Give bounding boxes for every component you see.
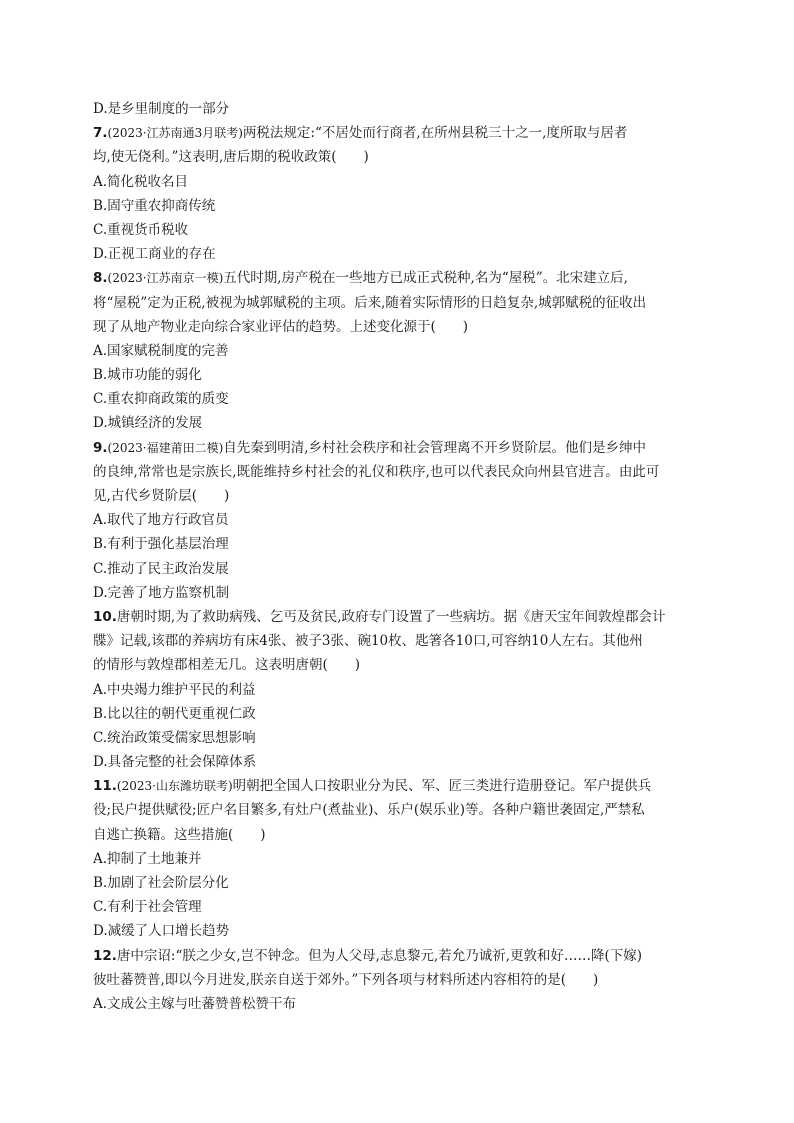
option-line: A.抑制了土地兼并 [93,850,202,867]
question-text: 役;民户提供赋役;匠户名目繁多,有灶户(煮盐业)、乐户(娱乐业)等。各种户籍世袭固定,严禁私 [93,802,645,819]
question-text: 见,古代乡贤阶层( ) [93,488,230,504]
option-line: D.是乡里制度的一部分 [93,101,230,117]
question-number: 10. [93,608,117,625]
question-stem-line [93,629,713,653]
question-text: 自逃亡换籍。这些措施( ) [93,826,266,843]
question-source: (2023·江苏南通3月联考) [107,126,243,141]
question-text: 均,使无侥利。”这表明,唐后期的税收政策( ) [93,149,369,166]
question-stem-line [93,315,713,339]
option-line: C.有利于社会管理 [93,899,202,916]
question-list [93,97,713,1016]
question-stem-line [93,266,713,290]
question-number: 11. [93,778,117,795]
question-text: 的情形与敦煌郡相差无几。这表明唐朝( ) [93,657,361,674]
option-line: D.正视工商业的存在 [93,246,216,263]
question-stem-line [93,774,713,798]
question-text: 将“屋税”定为正税,被视为城郭赋税的主项。后来,随着实际情形的日趋复杂,城郭赋税的征收出 [93,294,647,311]
option-line: D.城镇经济的发展 [93,415,203,432]
question-text: 牒》记载,该郡的养病坊有床4张、被子3张、碗10枚、匙箸各10口,可容纳10人左右。其他州 [93,633,643,650]
question-number: 7. [93,125,108,142]
option-line: C.重视货币税收 [93,221,189,238]
question-stem-line [93,145,713,169]
option-line: C.重农抑商政策的质变 [93,391,229,408]
option-line: A.取代了地方行政官员 [93,512,229,529]
question-stem-line [93,798,713,822]
question-text: 两税法规定:“不居处而行商者,在所州县税三十之一,度所取与居者 [242,125,628,142]
question-source: (2023·山东潍坊联考) [116,779,233,794]
question-text: 的良绅,常常也是宗族长,既能维持乡村社会的礼仪和秩序,也可以代表民众向州县官进言。由此可 [93,463,660,480]
option-line: A.国家赋税制度的完善 [93,342,229,359]
question-text: 彼吐蕃赞普,即以今月进发,朕亲自送于郊外。”下列各项与材料所述内容相符的是( ) [93,971,599,988]
option-line: B.固守重农抑商传统 [93,197,216,214]
question-source: (2023·江苏南京一模) [107,271,224,286]
option-line: D.减缓了人口增长趋势 [93,923,230,940]
option-line: B.加剧了社会阶层分化 [93,875,229,891]
option-line: C.推动了民主政治发展 [93,560,229,577]
question-stem-line [93,121,713,145]
question-text: 现了从地产物业走向综合家业评估的趋势。上述变化源于( ) [93,318,469,335]
question-stem-line [93,460,713,484]
option-line: D.完善了地方监察机制 [93,584,230,601]
question-text: 唐中宗诏:“朕之少女,岂不钟念。但为人父母,志息黎元,若允乃诚祈,更敦和好……降(下嫁) [116,947,643,964]
option-line: A.中央竭力维护平民的利益 [93,681,256,698]
option-line: B.城市功能的弱化 [93,367,202,384]
question-number: 12. [93,947,117,964]
question-stem-line [93,653,713,677]
question-stem-line [93,968,713,992]
question-stem-line [93,436,713,460]
option-line: B.有利于强化基层治理 [93,536,229,553]
question-stem-line [93,605,713,629]
question-stem-line [93,823,713,847]
question-stem-line [93,484,713,508]
question-text: 五代时期,房产税在一些地方已成正式税种,名为“屋税”。北宋建立后, [223,270,628,287]
option-line: D.具备完整的社会保障体系 [93,754,257,771]
option-line: A.简化税收名目 [93,173,189,190]
question-text: 唐朝时期,为了救助病残、乞丐及贫民,政府专门设置了一些病坊。据《唐天宝年间敦煌郡会计 [116,608,666,625]
option-line: B.比以往的朝代更重视仁政 [93,705,256,722]
question-stem-line [93,291,713,315]
question-text: 自先秦到明清,乡村社会秩序和社会管理离不开乡贤阶层。他们是乡绅中 [223,439,647,456]
question-number: 8. [93,270,108,287]
option-line: A.文成公主嫁与吐蕃赞普松赞干布 [93,995,297,1012]
option-line: C.统治政策受儒家思想影响 [93,729,256,746]
question-text: 明朝把全国人口按职业分为民、军、匠三类进行造册登记。军户提供兵 [232,778,652,795]
question-stem-line [93,944,713,968]
question-number: 9. [93,439,108,456]
question-source: (2023·福建莆田二模) [107,440,224,455]
